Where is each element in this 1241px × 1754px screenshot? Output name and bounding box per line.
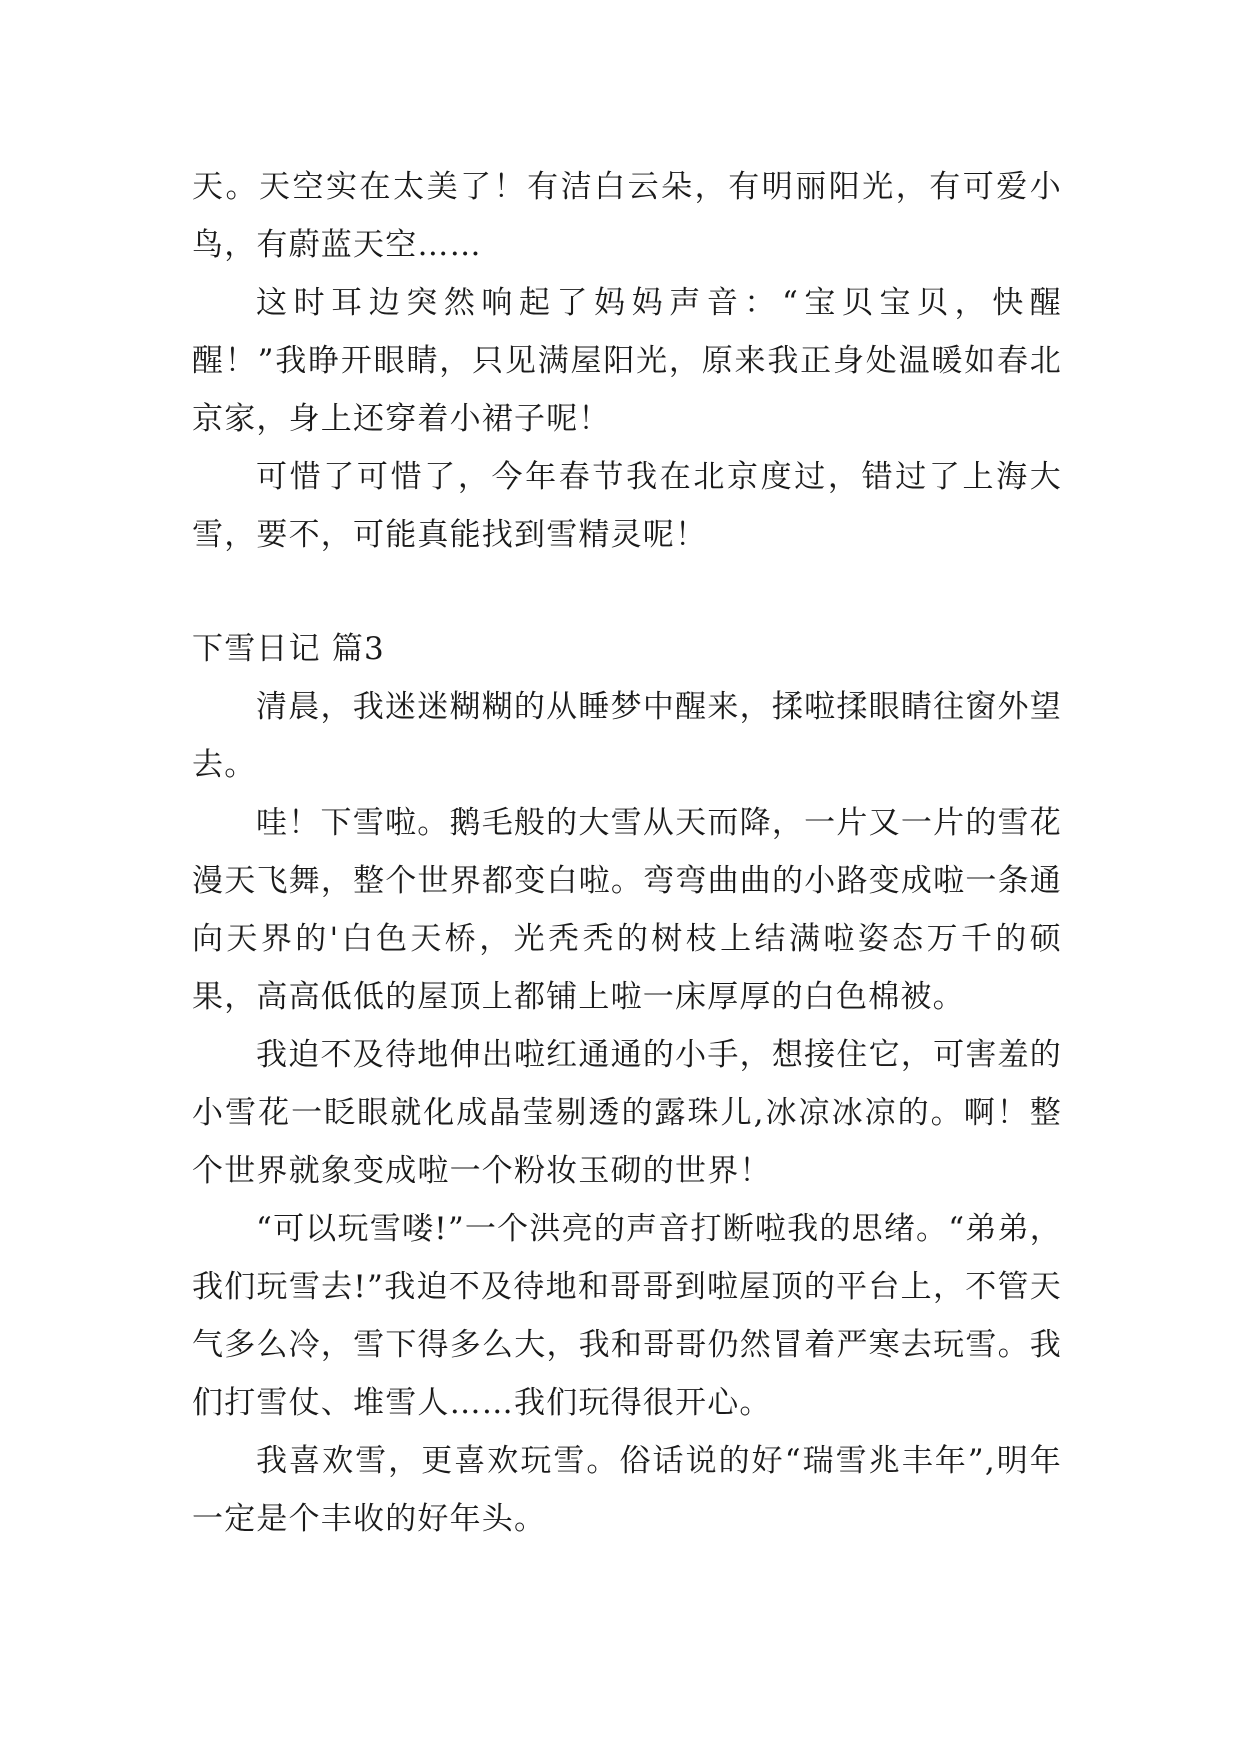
paragraph-continued: 天。天空实在太美了！有洁白云朵，有明丽阳光，有可爱小鸟，有蔚蓝天空…… bbox=[192, 169, 1062, 263]
paragraph: 这时耳边突然响起了妈妈声音：“宝贝宝贝，快醒醒！”我睁开眼睛，只见满屋阳光，原来我正身处温暖如春北京家，身上还穿着小裙子呢！ bbox=[192, 285, 1062, 437]
paragraph: “可以玩雪喽!”一个洪亮的声音打断啦我的思绪。“弟弟，我们玩雪去!”我迫不及待地和哥哥到啦屋顶的平台上，不管天气多么冷，雪下得多么大，我和哥哥仍然冒着严寒去玩雪。我们打雪仗、堆雪人……我们玩得很开心。 bbox=[192, 1211, 1062, 1421]
paragraph: 我喜欢雪，更喜欢玩雪。俗话说的好“瑞雪兆丰年”,明年一定是个丰收的好年头。 bbox=[192, 1443, 1062, 1537]
paragraph: 清晨，我迷迷糊糊的从睡梦中醒来，揉啦揉眼睛往窗外望去。 bbox=[192, 689, 1062, 783]
section-heading: 下雪日记 篇3 bbox=[192, 631, 385, 667]
paragraph: 可惜了可惜了，今年春节我在北京度过，错过了上海大雪，要不，可能真能找到雪精灵呢！ bbox=[192, 459, 1062, 553]
paragraph: 哇！下雪啦。鹅毛般的大雪从天而降，一片又一片的雪花漫天飞舞，整个世界都变白啦。弯弯曲曲的小路变成啦一条通向天界的'白色天桥，光秃秃的树枝上结满啦姿态万千的硕果，高高低低的屋顶上都铺上啦一床厚厚的白色棉被。 bbox=[192, 805, 1062, 1015]
paragraph: 我迫不及待地伸出啦红通通的小手，想接住它，可害羞的小雪花一眨眼就化成晶莹剔透的露珠儿,冰凉冰凉的。啊！整个世界就象变成啦一个粉妆玉砌的世界！ bbox=[192, 1037, 1062, 1189]
document-page bbox=[192, 158, 1062, 1548]
